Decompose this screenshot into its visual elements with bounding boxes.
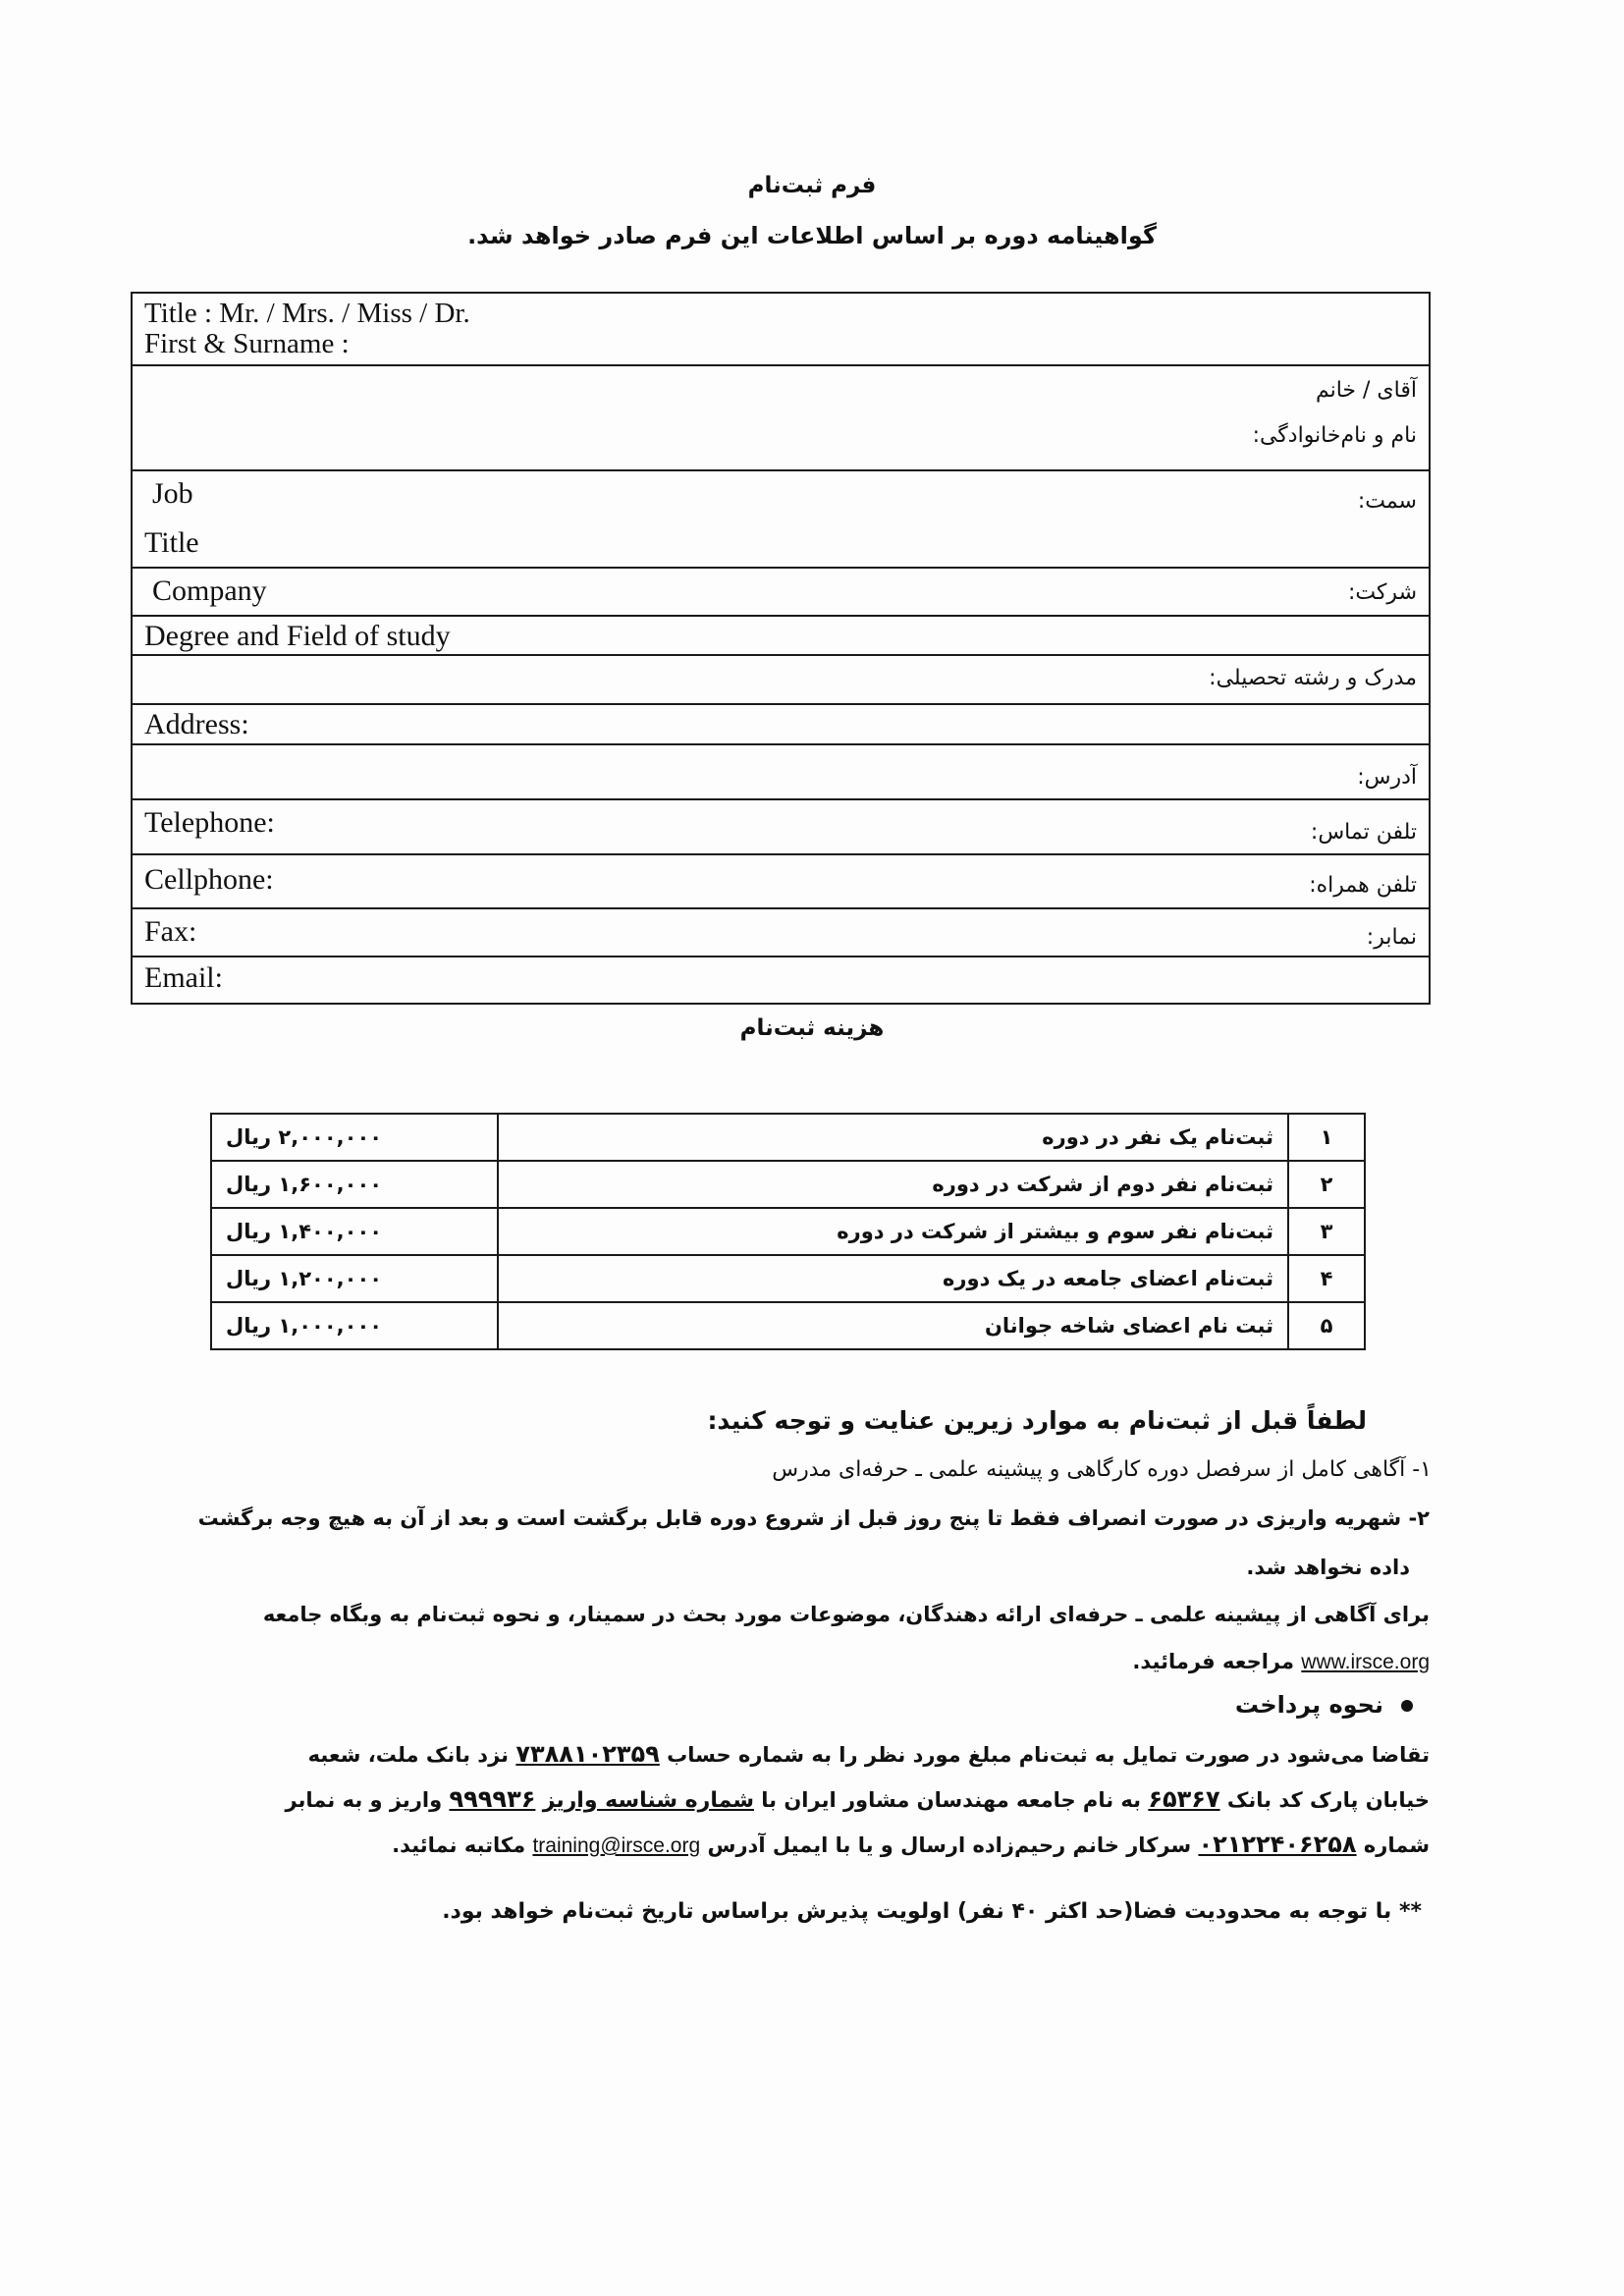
info-line-2 (137, 1650, 1430, 1674)
payment-line-3 (137, 1831, 1430, 1858)
label-company-fa: شرکت: (1347, 580, 1417, 605)
payment-text: نزد بانک ملت، شعبه (307, 1743, 510, 1767)
label-job-en: Job (152, 477, 193, 510)
label-email-en: Email: (144, 961, 223, 994)
fees-row (211, 1255, 1365, 1302)
payment-text: مکاتبه نمائید. (392, 1833, 526, 1857)
deposit-id: ۹۹۹۹۳۶ (449, 1785, 536, 1813)
page-title: فرم ثبت‌نام (747, 173, 877, 198)
fee-description: ثبت‌نام نفر دوم از شرکت در دوره (498, 1161, 1288, 1208)
fax-number: ۰۲۱۲۲۴۰۶۲۵۸ (1198, 1831, 1357, 1858)
label-title-fa: آقای / خانم (1315, 378, 1417, 403)
label-cellphone-fa: تلفن همراه: (1309, 873, 1417, 898)
deposit-id-label: شماره شناسه واریز (542, 1788, 754, 1813)
fee-amount: ۱,۴۰۰,۰۰۰ ریال (211, 1208, 498, 1255)
fees-table (210, 1113, 1366, 1350)
form-row-cellphone[interactable] (133, 855, 1429, 909)
bank-code: ۶۵۳۶۷ (1148, 1785, 1220, 1813)
note-item-1: ۱- آگاهی کامل از سرفصل دوره کارگاهی و پیشینه علمی ـ حرفه‌ای مدرس (772, 1457, 1432, 1482)
payment-text: به نام جامعه مهندسان مشاور ایران با (761, 1788, 1142, 1812)
info-line-1: برای آگاهی از پیشینه علمی ـ حرفه‌ای ارائه دهندگان، موضوعات مورد بحث در سمینار، و نحوه ثبت‌نام به وبگاه جامعه (262, 1603, 1430, 1626)
fee-number: ۵ (1288, 1302, 1365, 1349)
label-address-fa: آدرس: (1357, 765, 1417, 790)
payment-text: تقاضا می‌شود در صورت تمایل به ثبت‌نام مبلغ مورد نظر را به شماره حساب (667, 1743, 1430, 1767)
fee-description: ثبت‌نام یک نفر در دوره (498, 1114, 1288, 1161)
payment-line-1 (137, 1740, 1430, 1768)
form-row-company[interactable] (133, 569, 1429, 617)
form-row-title-name-fa[interactable] (133, 366, 1429, 471)
fee-number: ۲ (1288, 1161, 1365, 1208)
footer-note: ** با توجه به محدودیت فضا(حد اکثر ۴۰ نفر) اولویت پذیرش براساس تاریخ ثبت‌نام خواهد بود. (442, 1899, 1422, 1924)
note-item-2-line-1: ۲- شهریه واریزی در صورت انصراف فقط تا پنج روز قبل از شروع دوره قابل برگشت است و بعد از آن به هیچ وجه برگشت (197, 1506, 1430, 1530)
note-item-2-line-2: داده نخواهد شد. (1246, 1556, 1410, 1579)
website-link[interactable]: www.irsce.org (1301, 1651, 1430, 1673)
label-telephone-en: Telephone: (144, 806, 275, 839)
form-row-degree-en[interactable] (133, 617, 1429, 656)
page-subtitle: گواهینامه دوره بر اساس اطلاعات این فرم صادر خواهد شد. (467, 222, 1157, 249)
label-name-fa: نام و نام‌خانوادگی: (1252, 423, 1417, 448)
form-row-title-name-en[interactable] (133, 294, 1429, 366)
label-cellphone-en: Cellphone: (144, 863, 274, 896)
payment-heading-row (137, 1691, 1413, 1719)
fee-amount: ۱,۲۰۰,۰۰۰ ریال (211, 1255, 498, 1302)
fees-row (211, 1302, 1365, 1349)
label-fax-fa: نمابر: (1366, 925, 1417, 950)
registration-form-table (131, 292, 1431, 1005)
form-row-email[interactable] (133, 957, 1429, 1003)
fee-description: ثبت‌نام نفر سوم و بیشتر از شرکت در دوره (498, 1208, 1288, 1255)
fee-description: ثبت نام اعضای شاخه جوانان (498, 1302, 1288, 1349)
fee-number: ۳ (1288, 1208, 1365, 1255)
form-row-degree-fa[interactable] (133, 656, 1429, 705)
fees-row (211, 1114, 1365, 1161)
fees-row (211, 1208, 1365, 1255)
payment-text: شماره (1363, 1833, 1430, 1857)
label-fax-en: Fax: (144, 915, 197, 948)
fee-amount: ۲,۰۰۰,۰۰۰ ریال (211, 1114, 498, 1161)
label-company-en: Company (152, 574, 267, 607)
form-row-address-en[interactable] (133, 705, 1429, 745)
email-link[interactable]: training@irsce.org (532, 1834, 701, 1857)
label-address-en: Address: (144, 708, 249, 740)
info-line-2-tail: مراجعه فرمائید. (1132, 1650, 1294, 1673)
payment-text: واریز و به نمابر (285, 1788, 443, 1812)
bullet-icon (1401, 1700, 1413, 1712)
payment-text: خیابان پارک کد بانک (1226, 1788, 1430, 1812)
fee-amount: ۱,۶۰۰,۰۰۰ ریال (211, 1161, 498, 1208)
account-number: ۷۳۸۸۱۰۲۳۵۹ (515, 1740, 660, 1768)
label-telephone-fa: تلفن تماس: (1310, 820, 1417, 845)
form-row-fax[interactable] (133, 909, 1429, 957)
label-degree-en: Degree and Field of study (144, 620, 451, 652)
label-job-title-en: Title (144, 526, 199, 559)
fee-number: ۱ (1288, 1114, 1365, 1161)
payment-text: سرکار خانم رحیم‌زاده ارسال و یا با ایمیل آدرس (707, 1833, 1192, 1857)
payment-line-2 (137, 1785, 1430, 1813)
form-row-telephone[interactable] (133, 800, 1429, 855)
fee-amount: ۱,۰۰۰,۰۰۰ ریال (211, 1302, 498, 1349)
form-row-address-fa[interactable] (133, 745, 1429, 800)
fee-number: ۴ (1288, 1255, 1365, 1302)
notes-heading: لطفاً قبل از ثبت‌نام به موارد زیرین عنایت و توجه کنید: (707, 1406, 1367, 1435)
form-row-job-title[interactable] (133, 471, 1429, 569)
label-title-en: Title : Mr. / Mrs. / Miss / Dr. (144, 298, 470, 329)
label-name-en: First & Surname : (144, 328, 350, 359)
label-degree-fa: مدرک و رشته تحصیلی: (1209, 666, 1417, 690)
payment-heading: نحوه پرداخت (1234, 1691, 1383, 1719)
fees-title: هزینه ثبت‌نام (739, 1015, 885, 1041)
label-job-fa: سمت: (1357, 489, 1417, 514)
fee-description: ثبت‌نام اعضای جامعه در یک دوره (498, 1255, 1288, 1302)
fees-row (211, 1161, 1365, 1208)
